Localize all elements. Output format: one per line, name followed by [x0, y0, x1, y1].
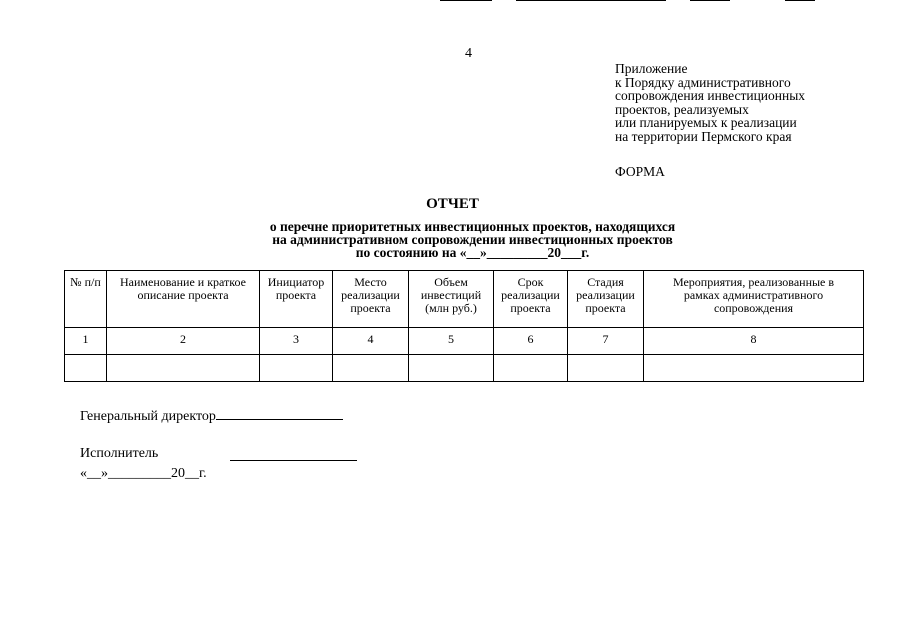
subtitle-line: на административном сопровождении инвестиционных проектов [272, 232, 673, 247]
signature-date: «__»_________20__г. [80, 466, 207, 481]
table-cell [409, 355, 494, 382]
appendix-note [615, 62, 805, 143]
table-cell [65, 355, 107, 382]
column-number-cell: 3 [260, 328, 333, 355]
column-number-cell: 4 [333, 328, 409, 355]
table-cell [644, 355, 864, 382]
table-cell [568, 355, 644, 382]
appendix-line: проектов, реализуемых [615, 101, 749, 117]
column-number-cell: 6 [494, 328, 568, 355]
header-cell: Срок реализации проекта [494, 271, 568, 328]
column-number-cell: 5 [409, 328, 494, 355]
column-number-cell: 8 [644, 328, 864, 355]
column-number-cell: 1 [65, 328, 107, 355]
appendix-line: к Порядку административного [615, 74, 791, 90]
appendix-line: Приложение [615, 61, 688, 76]
header-cell: Место реализации проекта [333, 271, 409, 328]
header-cell: Объем инвестиций (млн руб.) [409, 271, 494, 328]
column-number-row [65, 328, 864, 355]
column-number-cell: 7 [568, 328, 644, 355]
executor-label: Исполнитель [80, 446, 159, 461]
page-number: 4 [465, 46, 472, 61]
header-cell: № п/п [65, 271, 107, 328]
subtitle-line: о перечне приоритетных инвестиционных проектов, находящихся [269, 219, 676, 234]
subtitle-line: по состоянию на «__»_________20___г. [355, 245, 590, 260]
header-cell: Мероприятия, реализованные в рамках административного сопровождения [644, 271, 864, 328]
table-cell [260, 355, 333, 382]
report-title: ОТЧЕТ [426, 196, 479, 212]
director-signature [80, 407, 343, 425]
form-label: ФОРМА [615, 164, 665, 179]
director-signature-line [216, 407, 343, 420]
appendix-line: на территории Пермского края [615, 128, 792, 144]
column-number-cell: 2 [107, 328, 260, 355]
table-cell [333, 355, 409, 382]
appendix-line: сопровождения инвестиционных [615, 88, 806, 103]
header-cell: Инициатор проекта [260, 271, 333, 328]
executor-signature-line [230, 448, 357, 461]
top-border-segment [785, 0, 815, 1]
header-cell: Стадия реализации проекта [568, 271, 644, 328]
table-row [65, 355, 864, 382]
top-border-segment [690, 0, 730, 1]
header-cell: Наименование и краткое описание проекта [107, 271, 260, 328]
top-border-segment [516, 0, 666, 1]
director-label: Генеральный директор [80, 409, 216, 424]
table-cell [494, 355, 568, 382]
top-border-segment [440, 0, 492, 1]
table-cell [107, 355, 260, 382]
report-table [64, 270, 864, 382]
report-subtitle [0, 220, 905, 259]
appendix-line: или планируемых к реализации [615, 115, 797, 130]
table-header-row [65, 271, 864, 328]
